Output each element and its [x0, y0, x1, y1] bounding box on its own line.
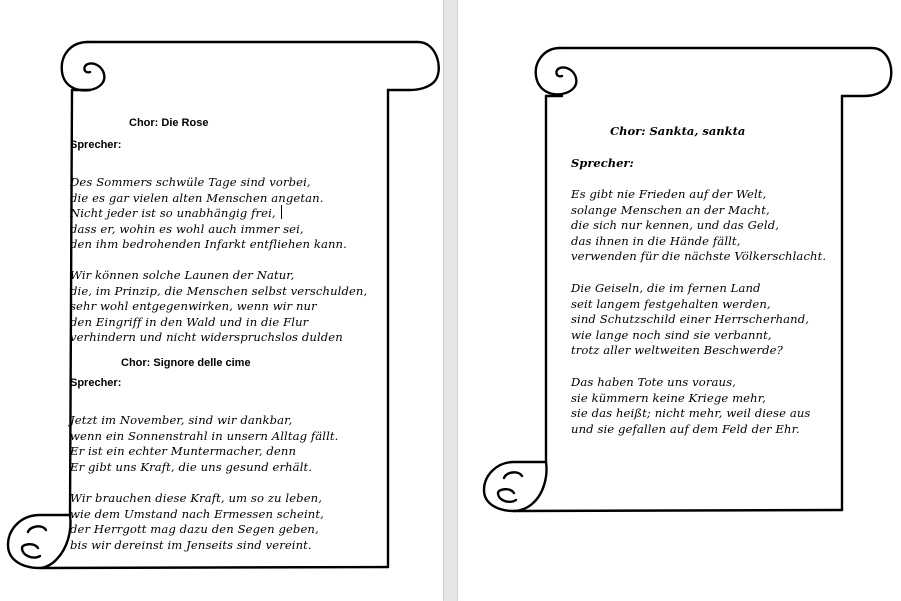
speaker-label: Sprecher:	[571, 156, 634, 170]
poem-stanza	[70, 413, 338, 475]
poem-stanza	[70, 268, 367, 346]
poem-line: bis wir dereinst im Jenseits sind vereint.	[70, 537, 312, 552]
poem-line: solange Menschen an der Macht,	[571, 202, 770, 217]
poem-stanza	[70, 175, 347, 253]
poem-line: die es gar vielen alten Menschen angetan.	[70, 190, 324, 205]
poem-line: Jetzt im November, sind wir dankbar,	[70, 413, 293, 427]
scroll-top-roll	[88, 42, 439, 90]
poem-line: Des Sommers schwüle Tage sind vorbei,	[70, 175, 311, 189]
poem-line: und sie gefallen auf dem Feld der Ehr.	[571, 421, 800, 436]
document-page-1	[0, 0, 443, 601]
poem-line: verhindern und nicht widerspruchslos dulden	[70, 330, 343, 344]
scroll-bottom-roll	[484, 462, 842, 511]
poem-line: Nicht jeder ist so unabhängig frei,	[70, 206, 276, 220]
poem-line: seit langem festgehalten werden,	[571, 296, 771, 311]
poem-line: die, im Prinzip, die Menschen selbst verschulden,	[70, 283, 368, 298]
poem-line: Es gibt nie Frieden auf der Welt,	[571, 187, 767, 201]
poem-line: wie lange noch sind sie verbannt,	[571, 327, 772, 342]
poem-stanza	[70, 491, 324, 553]
section-heading: Chor: Die Rose	[129, 117, 209, 129]
poem-line: den Eingriff in den Wald und in die Flur	[70, 314, 309, 329]
speaker-label: Sprecher:	[70, 377, 122, 389]
poem-stanza	[571, 375, 810, 437]
poem-line: Wir können solche Launen der Natur,	[70, 268, 295, 282]
poem-line: der Herrgott mag dazu den Segen geben,	[70, 522, 319, 536]
poem-line: sie das heißt; nicht mehr, weil diese aus	[571, 406, 811, 420]
poem-line: sind Schutzschild einer Herrscherhand,	[571, 312, 810, 326]
poem-line: Er ist ein echter Muntermacher, denn	[70, 444, 297, 458]
poem-line: wenn ein Sonnenstrahl in unsern Alltag fällt.	[70, 428, 339, 443]
poem-line: Die Geiseln, die im fernen Land	[571, 281, 761, 295]
poem-stanza	[571, 187, 826, 265]
scroll-top-roll	[560, 48, 891, 96]
poem-line: die sich nur kennen, und das Geld,	[571, 218, 780, 232]
section-heading: Chor: Signore delle cime	[121, 357, 251, 369]
poem-line: verwenden für die nächste Völkerschlacht.	[571, 249, 827, 263]
poem-line: Er gibt uns Kraft, die uns gesund erhält.	[70, 459, 313, 474]
poem-line: trotz aller weltweiten Beschwerde?	[571, 343, 783, 357]
speaker-label: Sprecher:	[70, 139, 122, 151]
poem-line: sie kümmern keine Kriege mehr,	[571, 390, 766, 405]
poem-line: wie dem Umstand nach Ermessen scheint,	[70, 506, 324, 521]
text-cursor	[281, 205, 282, 219]
poem-line: sehr wohl entgegenwirken, wenn wir nur	[70, 299, 317, 313]
poem-line: das ihnen in die Hände fällt,	[571, 233, 741, 248]
document-page-2	[458, 0, 901, 601]
section-heading: Chor: Sankta, sankta	[610, 124, 746, 138]
poem-line: dass er, wohin es wohl auch immer sei,	[70, 221, 304, 236]
poem-line: Wir brauchen diese Kraft, um so zu leben,	[70, 491, 323, 505]
poem-line: Das haben Tote uns voraus,	[571, 375, 736, 389]
poem-line: den ihm bedrohenden Infarkt entfliehen kann.	[70, 237, 347, 251]
poem-stanza	[571, 281, 809, 359]
